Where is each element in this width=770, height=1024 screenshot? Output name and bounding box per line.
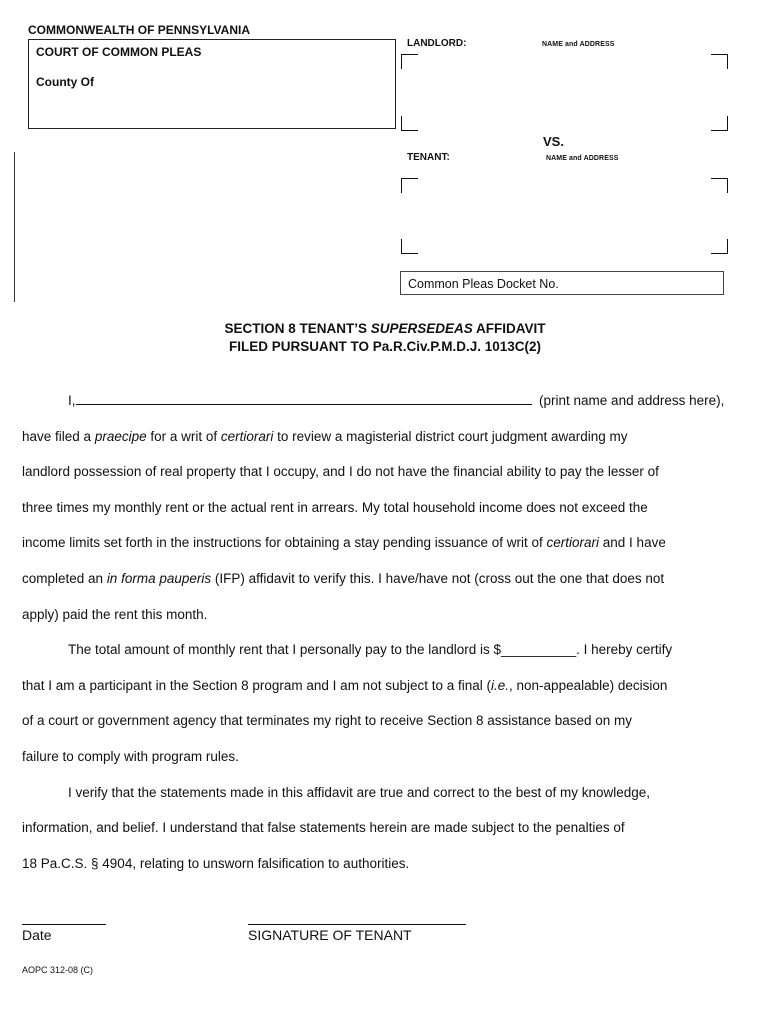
landlord-bracket-top-left <box>401 54 418 69</box>
landlord-bracket-bottom-left <box>401 116 418 131</box>
body-text: completed an <box>22 571 107 586</box>
tenant-label: TENANT: <box>407 152 450 163</box>
title-italic-part: SUPERSEDEAS <box>370 321 473 336</box>
body-line-14: 18 Pa.C.S. § 4904, relating to unsworn falsification to authorities. <box>22 855 410 871</box>
signature-label: SIGNATURE OF TENANT <box>248 927 412 943</box>
body-line-1 <box>68 383 724 419</box>
versus-label: VS. <box>543 134 564 149</box>
court-box <box>28 39 396 129</box>
body-text: I, <box>68 393 76 408</box>
affidavit-title-line2: FILED PURSUANT TO Pa.R.Civ.P.M.D.J. 1013C(2) <box>228 339 542 354</box>
body-text: , non-appealable) decision <box>509 677 668 693</box>
body-line-9 <box>22 668 667 704</box>
body-line-4: three times my monthly rent or the actual rent in arrears. My total household income does not exceed the <box>22 499 648 515</box>
title-part: AFFIDAVIT <box>472 321 546 336</box>
body-text: (IFP) affidavit to verify this. I have/have not (cross out the one that does not <box>211 571 665 586</box>
body-italic: praecipe <box>94 428 147 444</box>
signature-line[interactable] <box>248 924 466 925</box>
body-line-5 <box>22 525 666 561</box>
body-line-8: The total amount of monthly rent that I personally pay to the landlord is $__________. I hereby certify <box>68 642 673 658</box>
commonwealth-heading: COMMONWEALTH OF PENNSYLVANIA <box>28 23 250 37</box>
county-label: County Of <box>36 75 94 89</box>
body-line-10: of a court or government agency that terminates my right to receive Section 8 assistance based on my <box>22 713 633 729</box>
body-line-7: apply) paid the rent this month. <box>22 606 208 622</box>
body-text: (print name and address here), <box>539 393 725 408</box>
court-name: COURT OF COMMON PLEAS <box>36 45 202 59</box>
body-italic: i.e. <box>491 677 510 693</box>
tenant-bracket-bottom-left <box>401 239 418 254</box>
body-text: have filed a <box>22 428 95 444</box>
body-text: that I am a participant in the Section 8 program and I am not subject to a final ( <box>22 677 492 693</box>
body-line-6 <box>22 561 664 597</box>
tenant-bracket-top-right <box>711 178 728 193</box>
body-line-12: I verify that the statements made in this affidavit are true and correct to the best of my knowledge, <box>68 784 651 800</box>
body-line-11: failure to comply with program rules. <box>22 749 239 764</box>
name-address-blank[interactable] <box>76 386 532 405</box>
body-italic: in forma pauperis <box>106 571 212 586</box>
docket-number-field[interactable]: Common Pleas Docket No. <box>400 271 724 295</box>
margin-rule <box>14 152 15 302</box>
body-italic: certiorari <box>220 428 274 444</box>
title-part: SECTION 8 TENANT’S <box>224 321 371 336</box>
body-text: and I have <box>599 535 666 551</box>
tenant-bracket-bottom-right <box>711 239 728 254</box>
form-code: AOPC 312-08 (C) <box>22 965 94 975</box>
landlord-bracket-top-right <box>711 54 728 69</box>
body-line-3: landlord possession of real property that I occupy, and I do not have the financial ability to pay the lesser of <box>22 464 659 480</box>
body-text: for a writ of <box>146 428 221 444</box>
landlord-name-address-label: NAME and ADDRESS <box>542 41 615 48</box>
body-line-2 <box>22 419 628 455</box>
tenant-bracket-top-left <box>401 178 418 193</box>
affidavit-title-line1 <box>0 321 770 336</box>
landlord-label: LANDLORD: <box>407 38 467 49</box>
body-line-13: information, and belief. I understand that false statements herein are made subject to the penalties of <box>22 820 625 836</box>
date-label: Date <box>22 927 52 943</box>
tenant-name-address-label: NAME and ADDRESS <box>546 155 619 162</box>
date-line[interactable] <box>22 924 106 925</box>
body-italic: certiorari <box>546 535 600 551</box>
body-text: to review a magisterial district court judgment awarding my <box>273 428 628 444</box>
landlord-bracket-bottom-right <box>711 116 728 131</box>
body-text: income limits set forth in the instructions for obtaining a stay pending issuance of writ of <box>22 535 547 551</box>
